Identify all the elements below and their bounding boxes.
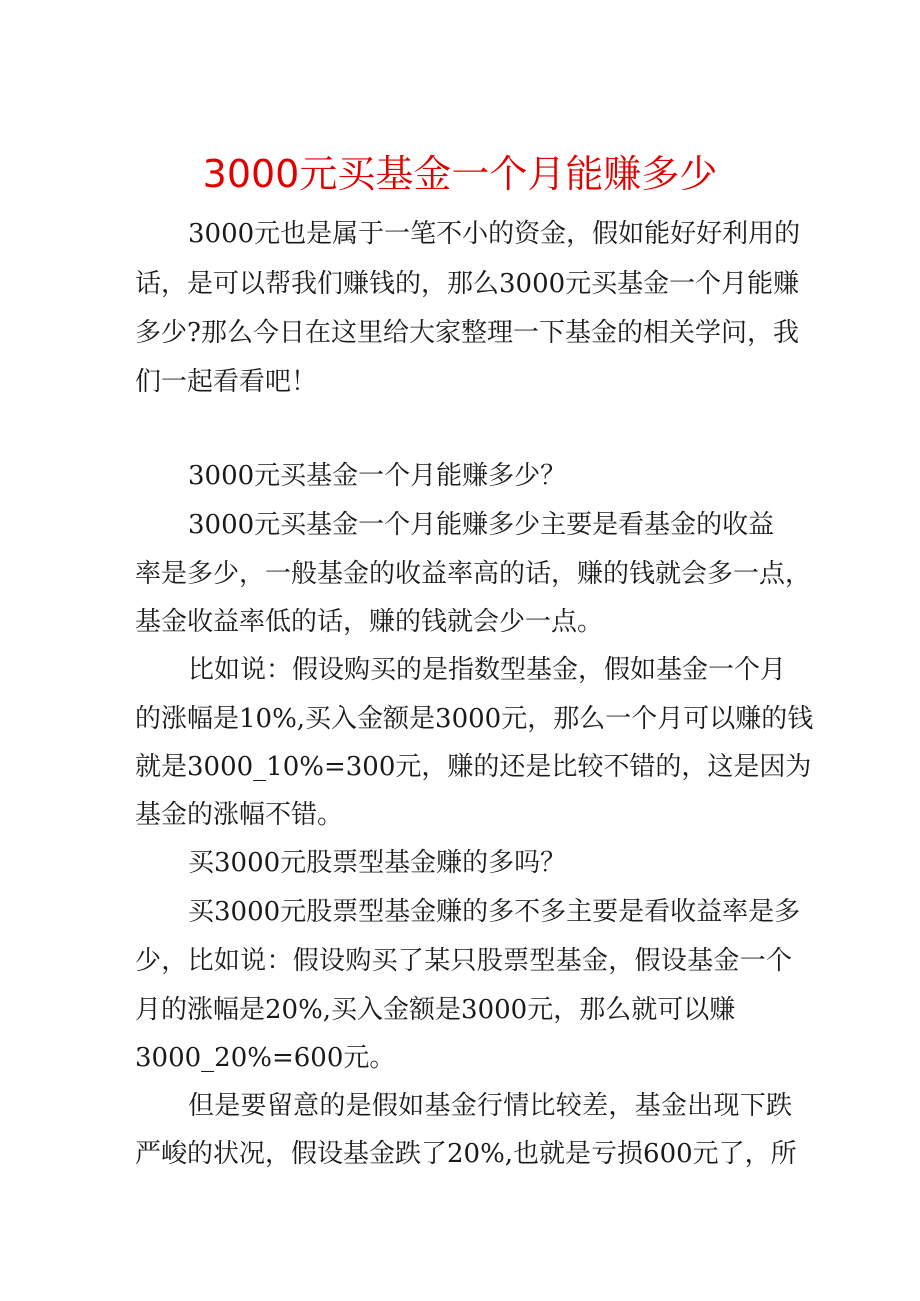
paragraph-intro-line-1: 3000元也是属于一笔不小的资金，假如能好好利用的 (188, 219, 801, 249)
paragraph-4-line-1: 买3000元股票型基金赚的多不多主要是看收益率是多 (188, 897, 801, 927)
paragraph-intro-line-3: 多少?那么今日在这里给大家整理一下基金的相关学问，我 (135, 318, 799, 348)
paragraph-5-line-2: 严峻的状况，假设基金跌了20%,也就是亏损600元了，所 (135, 1139, 797, 1169)
paragraph-3-line-4: 基金的涨幅不错。 (135, 800, 344, 830)
paragraph-intro-line-2: 话，是可以帮我们赚钱的，那么3000元买基金一个月能赚 (135, 269, 800, 299)
paragraph-2-line-3: 基金收益率低的话，赚的钱就会少一点。 (135, 607, 604, 637)
paragraph-3-line-2: 的涨幅是10%,买入金额是3000元，那么一个月可以赚的钱 (135, 704, 814, 734)
paragraph-2-line-1: 3000元买基金一个月能赚多少主要是看基金的收益 (188, 510, 775, 540)
paragraph-4-line-3: 月的涨幅是20%,买入金额是3000元，那么就可以赚 (135, 995, 736, 1025)
page-title: 3000元买基金一个月能赚多少 (202, 152, 718, 196)
paragraph-2-line-2: 率是多少，一般基金的收益率高的话，赚的钱就会多一点， (135, 559, 812, 589)
paragraph-3-line-1: 比如说：假设购买的是指数型基金，假如基金一个月 (188, 655, 787, 685)
paragraph-5-line-1: 但是要留意的是假如基金行情比较差，基金出现下跌 (188, 1091, 792, 1121)
paragraph-4-line-4: 3000_20%=600元。 (135, 1043, 396, 1073)
paragraph-intro-line-4: 们一起看看吧！ (135, 367, 318, 397)
section-heading-1: 3000元买基金一个月能赚多少？ (188, 461, 567, 491)
paragraph-4-line-2: 少，比如说：假设购买了某只股票型基金，假设基金一个 (135, 946, 792, 976)
paragraph-3-line-3: 就是3000_10%=300元，赚的还是比较不错的，这是因为 (135, 752, 812, 782)
section-heading-2: 买3000元股票型基金赚的多吗？ (188, 848, 567, 878)
